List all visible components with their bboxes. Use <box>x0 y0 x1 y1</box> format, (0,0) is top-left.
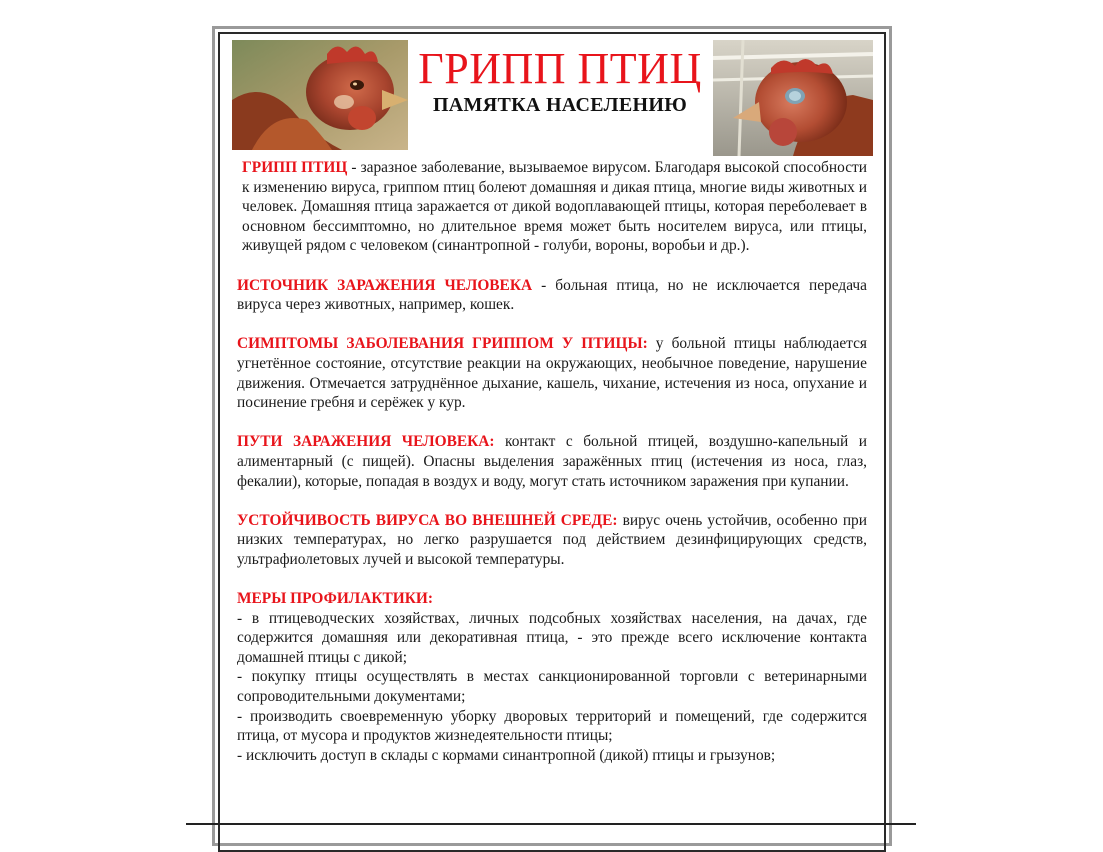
section-source <box>237 276 867 315</box>
prevention-item: - исключить доступ в склады с кормами синантропной (дикой) птицы и грызунов; <box>237 746 776 764</box>
leaflet-body <box>237 158 867 765</box>
prevention-heading: МЕРЫ ПРОФИЛАКТИКИ: <box>237 590 434 608</box>
section-heading: ПУТИ ЗАРАЖЕНИЯ ЧЕЛОВЕКА: <box>237 433 495 451</box>
section-symptoms <box>237 334 867 412</box>
chicken-photo-right <box>713 40 873 156</box>
intro-text: - заразное заболевание, вызываемое вирусом. Благодаря высокой способности к изменению вируса, гриппом птиц болеют домашняя и дикая птица, многие виды животных и человек. Домашняя птица заражается от дикой водоплавающей птицы, которая переболевает в основном бессимптомно, но длительное время может быть носителем вируса, или птицы, живущей рядом с человеком (синантропной - голуби, вороны, воробьи и др.). <box>242 159 867 255</box>
section-text: - больная птица, но не исключается передача вируса через животных, например, кошек. <box>237 276 867 314</box>
page-title: ГРИПП ПТИЦ <box>418 44 702 93</box>
section-text: контакт с больной птицей, воздушно-капельный и алиментарный (с пищей). Опасны выделения заражённых птиц (истечения из носа, глаз, фекалии), которые, попадая в воздух и воду, могут стать источником заражения при купании. <box>237 433 867 490</box>
chicken-photo-left <box>232 40 408 150</box>
prevention-item: - производить своевременную уборку дворовых территорий и помещений, где содержится птица, от мусора и продуктов жизнедеятельности птицы; <box>237 707 867 745</box>
section-heading: СИМПТОМЫ ЗАБОЛЕВАНИЯ ГРИППОМ У ПТИЦЫ: <box>237 335 648 353</box>
section-transmission <box>237 432 867 491</box>
section-heading: ИСТОЧНИК ЗАРАЖЕНИЯ ЧЕЛОВЕКА <box>237 276 533 294</box>
prevention-item: - в птицеводческих хозяйствах, личных подсобных хозяйствах населения, на дачах, где содержится домашняя или декоративная птица, - это прежде всего исключение контакта домашней птицы с дикой; <box>237 609 867 666</box>
section-stability <box>237 511 867 570</box>
intro-paragraph <box>237 158 867 256</box>
section-text: вирус очень устойчив, особенно при низких температурах, но легко разрушается под действием дезинфицирующих средств, ультрафиолетовых лучей и высокой температуры. <box>237 511 867 568</box>
prevention-item: - покупку птицы осуществлять в местах санкционированной торговли с ветеринарными сопроводительными документами; <box>237 668 867 706</box>
intro-term: ГРИПП ПТИЦ <box>242 159 348 176</box>
page-subtitle: ПАМЯТКА НАСЕЛЕНИЮ <box>432 94 688 116</box>
bottom-divider <box>186 823 916 825</box>
section-text: у больной птицы наблюдается угнетённое состояние, отсутствие реакции на окружающих, необычное поведение, нарушение движения. Отмечается затруднённое дыхание, кашель, чихание, истечения из носа, опухание и посинение гребня и серёжек у кур. <box>237 335 867 412</box>
section-heading: УСТОЙЧИВОСТЬ ВИРУСА ВО ВНЕШНЕЙ СРЕДЕ: <box>237 511 618 529</box>
